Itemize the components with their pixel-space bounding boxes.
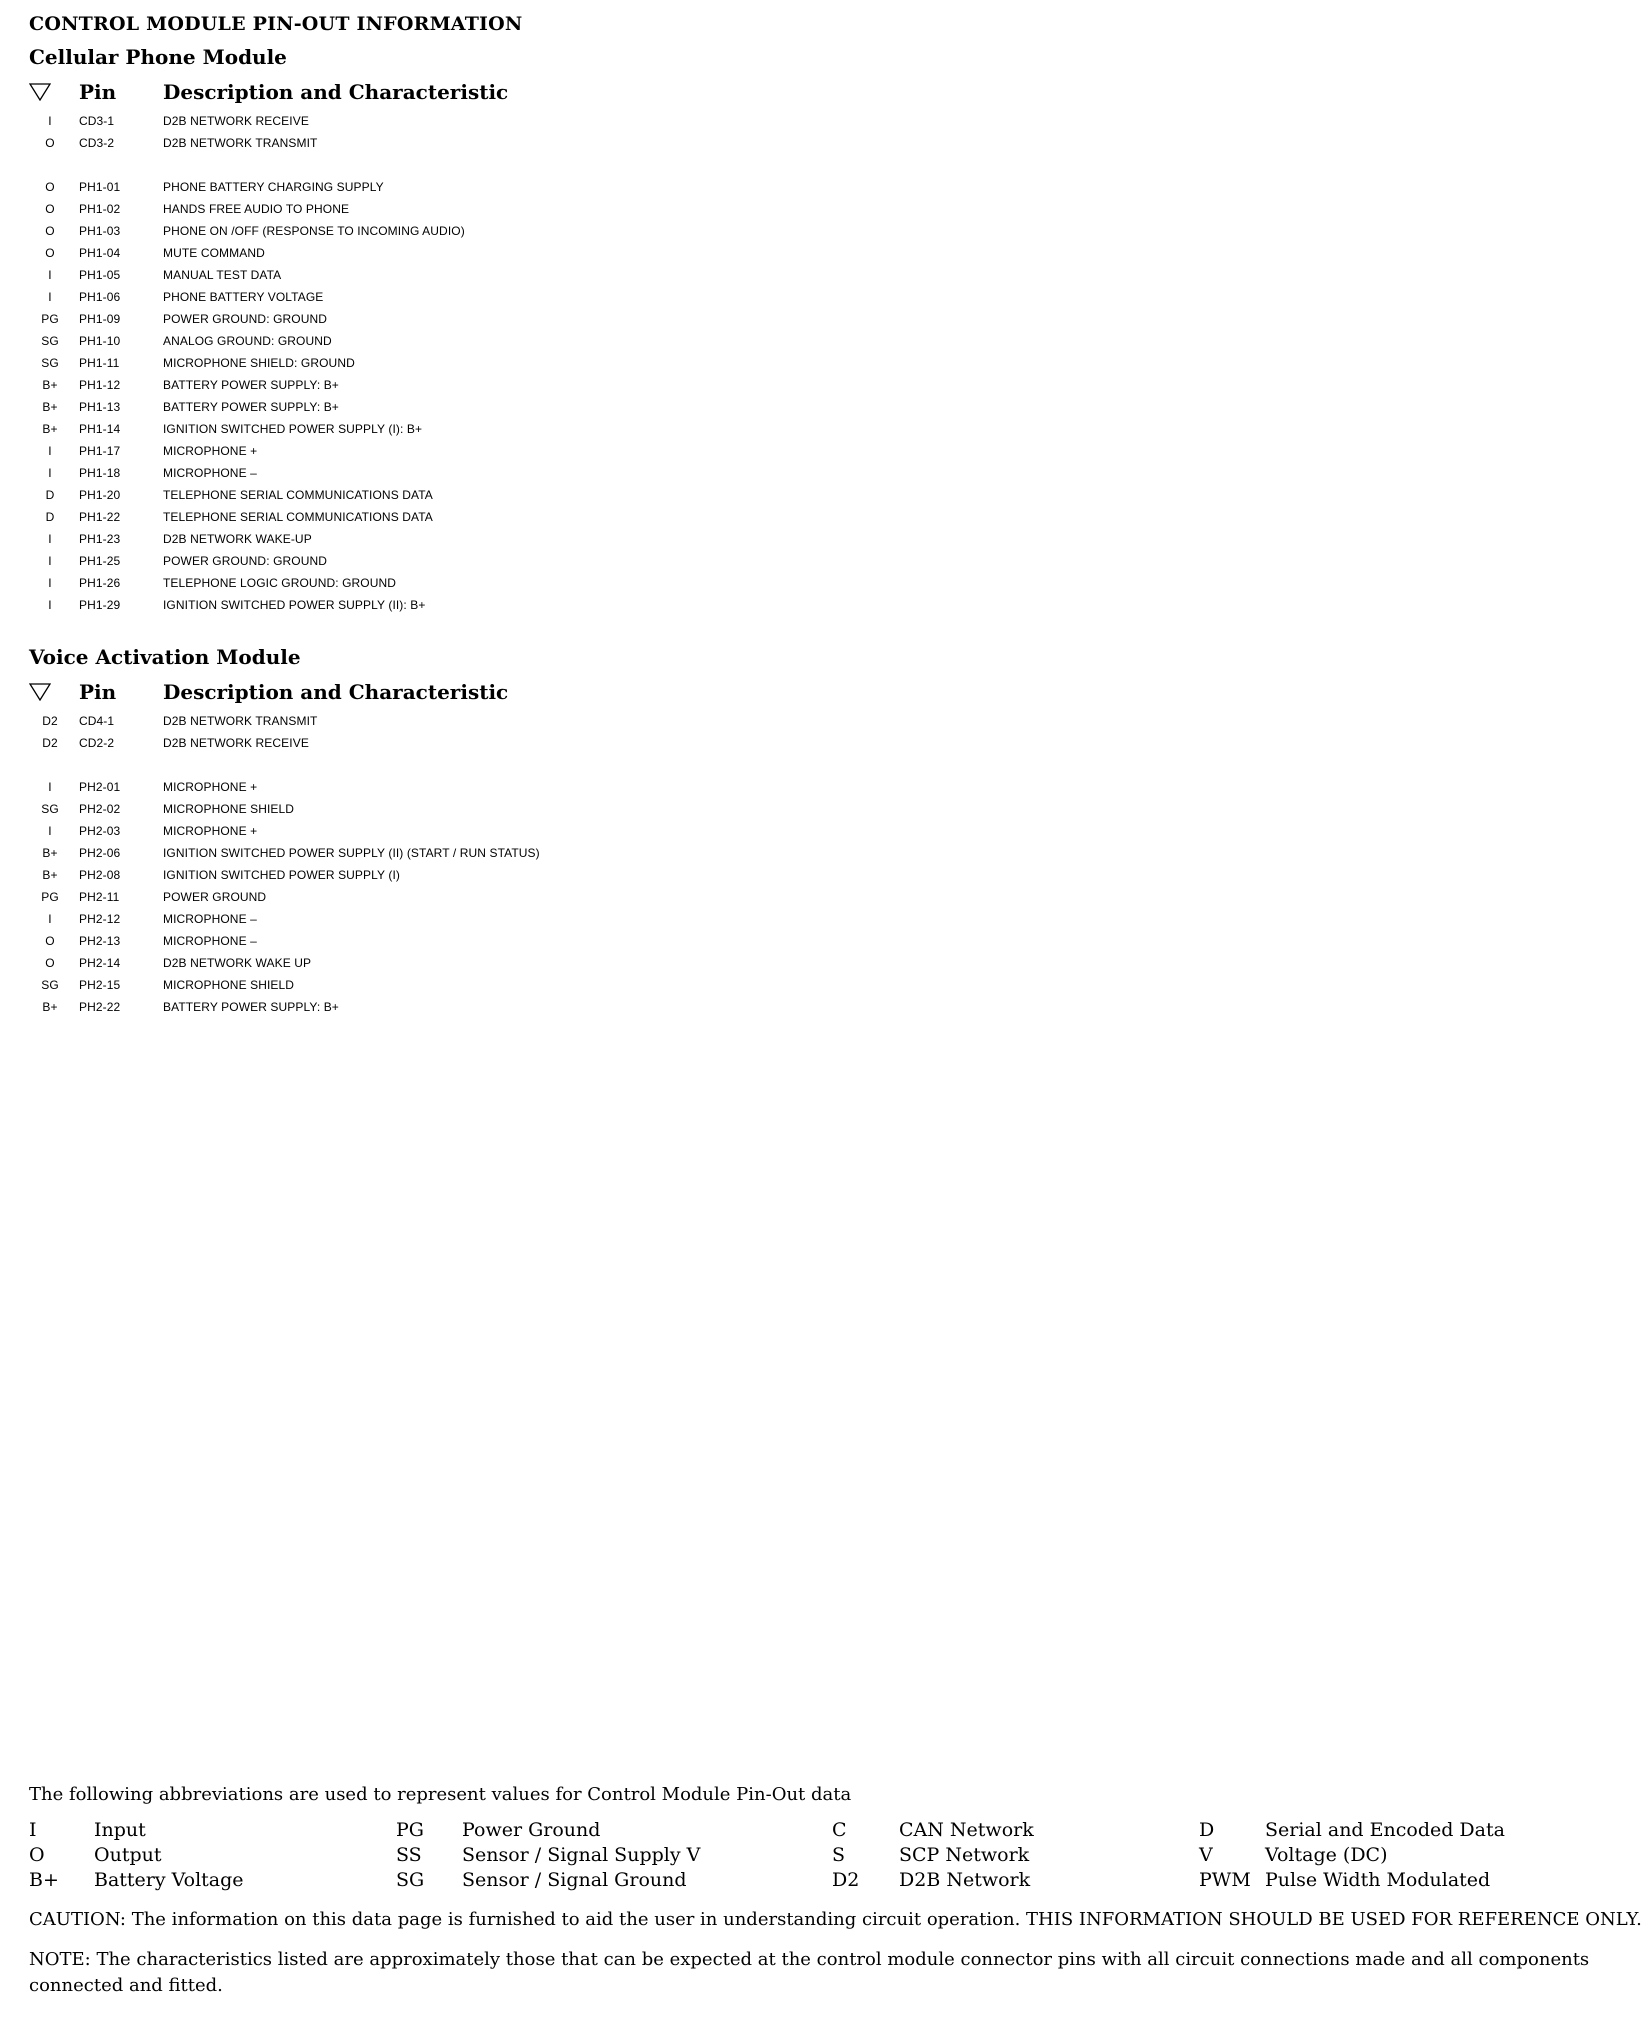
signal-type: I [48,268,52,282]
table-row [29,440,1619,462]
signal-type: B+ [42,422,58,436]
signal-type: O [45,934,55,948]
pin-description: POWER GROUND [163,890,267,904]
abbreviation-meaning: Battery Voltage [94,1869,244,1891]
signal-type: SG [41,802,59,816]
pin-id: PH2-01 [79,780,121,794]
pin-description: IGNITION SWITCHED POWER SUPPLY (II): B+ [163,598,426,612]
pin-description: D2B NETWORK WAKE UP [163,956,312,970]
table-row [29,242,1619,264]
pin-id: PH1-10 [79,334,121,348]
pin-description: MICROPHONE + [163,824,258,838]
pin-description: MANUAL TEST DATA [163,268,282,282]
pin-id: PH1-11 [79,356,120,370]
table-row [29,710,1619,732]
pin-column-header: Pin [79,80,117,104]
pin-description: HANDS FREE AUDIO TO PHONE [163,202,350,216]
pin-id: PH1-25 [79,554,121,568]
table-row [29,572,1619,594]
abbreviation-meaning: CAN Network [899,1819,1034,1841]
pin-table [29,110,1619,616]
section-cellular-phone-module [29,40,1619,616]
abbreviation-meaning: SCP Network [899,1844,1030,1866]
table-row [29,176,1619,198]
signal-type: SG [41,978,59,992]
signal-type: I [48,824,52,838]
pin-description: MICROPHONE + [163,444,258,458]
signal-type: O [45,202,55,216]
pin-description: MICROPHONE SHIELD [163,978,295,992]
table-header [29,674,1619,710]
pin-description: TELEPHONE SERIAL COMMUNICATIONS DATA [163,510,433,524]
signal-type: PG [41,312,59,326]
pin-id: PH1-26 [79,576,121,590]
section-title: Voice Activation Module [29,645,301,669]
pin-id: PH1-09 [79,312,121,326]
table-header [29,74,1619,110]
table-row [29,952,1619,974]
pin-id: PH1-05 [79,268,121,282]
abbreviation-code: B+ [29,1869,59,1891]
table-row [29,732,1619,754]
pin-id: PH1-22 [79,510,121,524]
abbreviation-meaning: Output [94,1844,162,1866]
pin-id: PH1-04 [79,246,121,260]
abbreviation-code: PWM [1199,1869,1251,1891]
triangle-down-icon [29,683,79,701]
table-row [29,864,1619,886]
table-row [29,462,1619,484]
abbreviation-code: I [29,1819,37,1841]
signal-type: B+ [42,868,58,882]
signal-type: B+ [42,400,58,414]
pin-description: POWER GROUND: GROUND [163,554,327,568]
pin-id: CD4-1 [79,714,115,728]
signal-type: O [45,136,55,150]
signal-type: O [45,956,55,970]
pin-description: D2B NETWORK TRANSMIT [163,714,318,728]
pin-id: PH1-13 [79,400,121,414]
table-row [29,506,1619,528]
table-row [29,820,1619,842]
table-row [29,594,1619,616]
pin-id: PH2-14 [79,956,121,970]
abbreviation-code: V [1199,1844,1213,1866]
table-row [29,396,1619,418]
abbreviations-intro: The following abbreviations are used to represent values for Control Module Pin-Out data [29,1784,852,1805]
pin-id: PH2-08 [79,868,121,882]
table-row [29,308,1619,330]
abbreviation-code: S [832,1844,846,1866]
pin-id: PH1-01 [79,180,121,194]
pin-description: ANALOG GROUND: GROUND [163,334,332,348]
table-row [29,484,1619,506]
pin-description: D2B NETWORK RECEIVE [163,114,309,128]
pin-table [29,710,1619,1018]
signal-type: I [48,780,52,794]
signal-type: I [48,114,52,128]
abbreviations-footer [29,1780,1642,1999]
signal-type: I [48,598,52,612]
abbreviation-meaning: Sensor / Signal Supply V [462,1844,701,1866]
signal-type: SG [41,334,59,348]
pin-id: PH1-14 [79,422,121,436]
pin-description: PHONE ON /OFF (RESPONSE TO INCOMING AUDIO) [163,224,465,238]
table-row [29,352,1619,374]
row-spacer [29,754,1619,776]
signal-type: O [45,224,55,238]
row-spacer [29,154,1619,176]
table-row [29,330,1619,352]
pin-id: PH2-13 [79,934,121,948]
pin-description: MICROPHONE + [163,780,258,794]
signal-type: D2 [42,736,58,750]
signal-type: I [48,466,52,480]
signal-type: O [45,246,55,260]
abbreviations-legend [29,1818,1619,1893]
signal-type: B+ [42,378,58,392]
table-row [29,418,1619,440]
signal-type: I [48,912,52,926]
abbreviation-meaning: Sensor / Signal Ground [462,1869,687,1891]
pin-id: PH1-12 [79,378,121,392]
table-row [29,198,1619,220]
pin-description: D2B NETWORK RECEIVE [163,736,309,750]
pin-id: PH1-20 [79,488,121,502]
pin-description: IGNITION SWITCHED POWER SUPPLY (I): B+ [163,422,423,436]
table-row [29,550,1619,572]
pin-description: D2B NETWORK WAKE-UP [163,532,312,546]
pin-description: MICROPHONE SHIELD: GROUND [163,356,355,370]
signal-type: SG [41,356,59,370]
pin-id: PH1-23 [79,532,121,546]
pin-column-header: Pin [79,680,117,704]
triangle-down-icon [29,83,79,101]
table-row [29,132,1619,154]
abbreviation-code: SS [396,1844,422,1866]
signal-type: PG [41,890,59,904]
note-text: NOTE: The characteristics listed are approximately those that can be expected at the control module connector pins with all circuit connections made and all components connected and fitted. [29,1949,1590,1996]
section-voice-activation-module [29,640,1619,1018]
abbreviation-meaning: Pulse Width Modulated [1265,1869,1491,1891]
signal-type: D [45,488,55,502]
pin-id: PH1-18 [79,466,121,480]
pin-id: CD3-2 [79,136,115,150]
abbreviation-meaning: Serial and Encoded Data [1265,1819,1505,1841]
signal-type: I [48,290,52,304]
pin-description: MICROPHONE – [163,912,257,926]
table-row [29,110,1619,132]
pin-id: PH2-02 [79,802,121,816]
pin-id: PH1-06 [79,290,121,304]
table-row [29,842,1619,864]
pin-description: PHONE BATTERY VOLTAGE [163,290,324,304]
signal-type: B+ [42,846,58,860]
document-page [29,8,1619,1018]
abbreviation-meaning: D2B Network [899,1869,1031,1891]
pin-description: BATTERY POWER SUPPLY: B+ [163,378,339,392]
table-row [29,930,1619,952]
pin-description: BATTERY POWER SUPPLY: B+ [163,400,339,414]
pin-id: CD2-2 [79,736,115,750]
abbreviation-code: SG [396,1869,425,1891]
pin-description: D2B NETWORK TRANSMIT [163,136,318,150]
signal-type: D2 [42,714,58,728]
pin-id: PH2-06 [79,846,121,860]
signal-type: D [45,510,55,524]
signal-type: I [48,576,52,590]
pin-description: BATTERY POWER SUPPLY: B+ [163,1000,339,1014]
pin-id: CD3-1 [79,114,115,128]
signal-type: I [48,554,52,568]
pin-description: IGNITION SWITCHED POWER SUPPLY (I) [163,868,400,882]
abbreviation-code: PG [396,1819,424,1841]
document-title: CONTROL MODULE PIN-OUT INFORMATION [29,13,523,35]
description-column-header: Description and Characteristic [163,680,509,704]
signal-type: O [45,180,55,194]
pin-description: PHONE BATTERY CHARGING SUPPLY [163,180,384,194]
pin-description: MICROPHONE – [163,466,257,480]
signal-type: I [48,532,52,546]
signal-type: B+ [42,1000,58,1014]
pin-id: PH2-22 [79,1000,121,1014]
pin-id: PH1-02 [79,202,121,216]
abbreviation-meaning: Power Ground [462,1819,601,1841]
pin-id: PH1-29 [79,598,121,612]
abbreviation-code: O [29,1844,45,1866]
pin-description: POWER GROUND: GROUND [163,312,327,326]
table-row [29,528,1619,550]
table-row [29,908,1619,930]
table-row [29,974,1619,996]
table-row [29,264,1619,286]
description-column-header: Description and Characteristic [163,80,509,104]
table-row [29,996,1619,1018]
abbreviation-meaning: Input [94,1819,146,1841]
pin-id: PH2-03 [79,824,121,838]
pin-id: PH2-15 [79,978,121,992]
table-row [29,286,1619,308]
table-row [29,798,1619,820]
abbreviation-meaning: Voltage (DC) [1265,1844,1388,1866]
abbreviation-code: C [832,1819,847,1841]
pin-id: PH2-12 [79,912,121,926]
pin-description: MICROPHONE – [163,934,257,948]
signal-type: I [48,444,52,458]
pin-description: TELEPHONE LOGIC GROUND: GROUND [163,576,397,590]
abbreviation-code: D2 [832,1869,860,1891]
pin-description: TELEPHONE SERIAL COMMUNICATIONS DATA [163,488,433,502]
table-row [29,886,1619,908]
pin-description: IGNITION SWITCHED POWER SUPPLY (II) (START / RUN STATUS) [163,846,540,860]
abbreviation-code: D [1199,1819,1215,1841]
pin-description: MICROPHONE SHIELD [163,802,295,816]
table-row [29,776,1619,798]
caution-text: CAUTION: The information on this data page is furnished to aid the user in understanding circuit operation. THIS INFORMATION SHOULD BE USED FOR REFERENCE ONLY. [29,1909,1642,1930]
pin-id: PH1-17 [79,444,121,458]
pin-id: PH2-11 [79,890,120,904]
section-title: Cellular Phone Module [29,45,287,69]
table-row [29,220,1619,242]
pin-id: PH1-03 [79,224,121,238]
pin-description: MUTE COMMAND [163,246,265,260]
table-row [29,374,1619,396]
